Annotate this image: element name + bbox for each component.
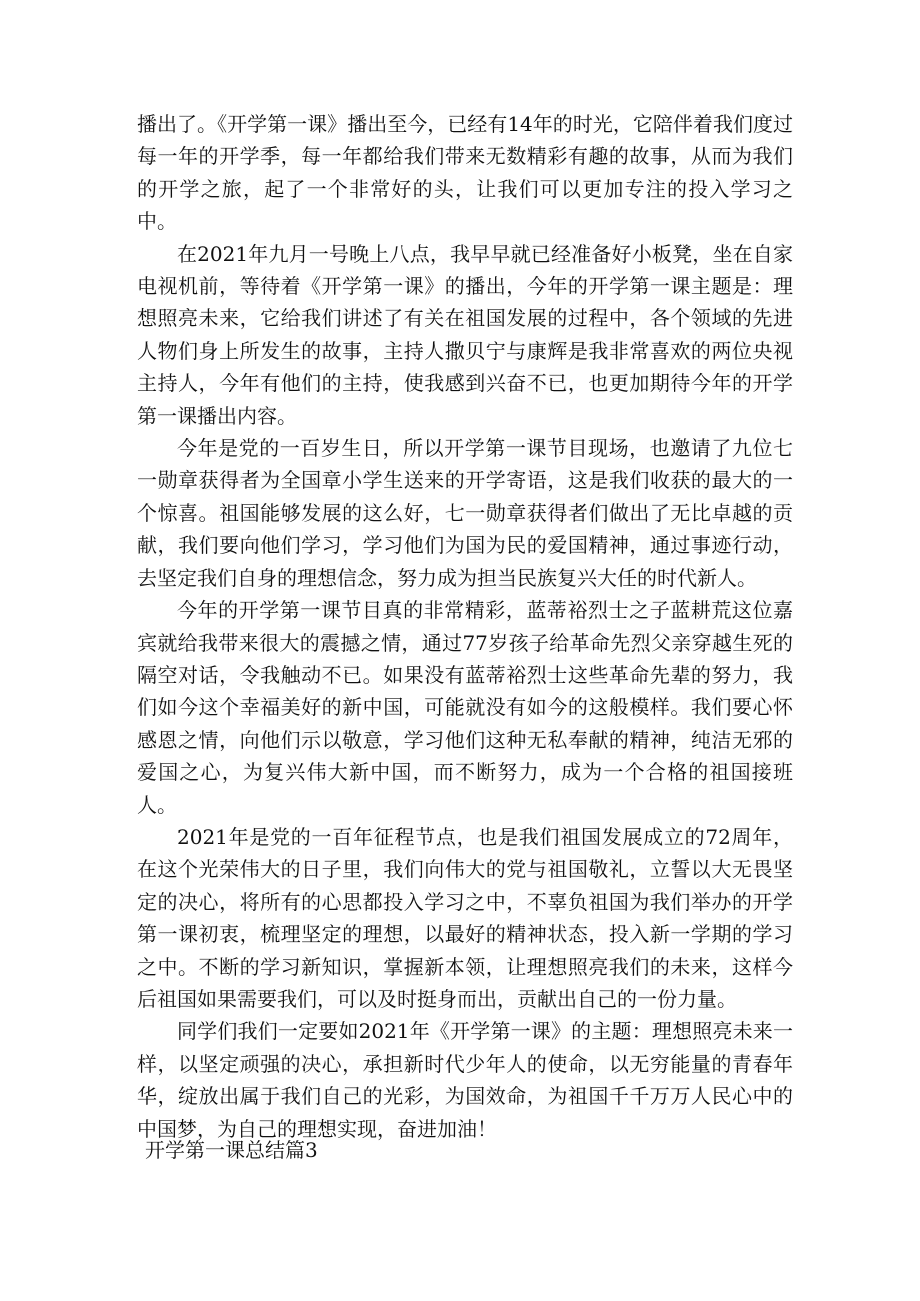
document-body [137, 108, 793, 1145]
paragraph: 在2021年九月一号晚上八点，我早早就已经准备好小板凳，坐在自家电视机前，等待着《开学第一课》的播出，今年的开学第一课主题是：理想照亮未来，它给我们讲述了有关在祖国发展的过程中，各个领域的先进人物们身上所发生的故事，主持人撒贝宁与康辉是我非常喜欢的两位央视主持人，今年有他们的主持，使我感到兴奋不已，也更加期待今年的开学第一课播出内容。 [137, 241, 793, 428]
paragraph: 同学们我们一定要如2021年《开学第一课》的主题：理想照亮未来一样，以坚定顽强的决心，承担新时代少年人的使命，以无穷能量的青春年华，绽放出属于我们自己的光彩，为国效命，为祖国千千万万人民心中的中国梦，为自己的理想实现，奋进加油！ [137, 1019, 793, 1141]
paragraph: 2021年是党的一百年征程节点，也是我们祖国发展成立的72周年，在这个光荣伟大的日子里，我们向伟大的党与祖国敬礼，立誓以大无畏坚定的决心，将所有的心思都投入学习之中，不辜负祖国为我们举办的开学第一课初衷，梳理坚定的理想，以最好的精神状态，投入新一学期的学习之中。不断的学习新知识，掌握新本领，让理想照亮我们的未来，这样今后祖国如果需要我们，可以及时挺身而出，贡献出自己的一份力量。 [137, 824, 793, 1011]
section-heading: 开学第一课总结篇3 [145, 1138, 318, 1162]
paragraph: 今年是党的一百岁生日，所以开学第一课节目现场，也邀请了九位七一勋章获得者为全国章小学生送来的开学寄语，这是我们收获的最大的一个惊喜。祖国能够发展的这么好，七一勋章获得者们做出了无比卓越的贡献，我们要向他们学习，学习他们为国为民的爱国精神，通过事迹行动，去坚定我们自身的理想信念，努力成为担当民族复兴大任的时代新人。 [137, 436, 793, 590]
paragraph-continuation: 播出了。《开学第一课》播出至今，已经有14年的时光，它陪伴着我们度过每一年的开学季，每一年都给我们带来无数精彩有趣的故事，从而为我们的开学之旅，起了一个非常好的头，让我们可以更加专注的投入学习之中。 [137, 112, 793, 234]
paragraph: 今年的开学第一课节目真的非常精彩，蓝蒂裕烈士之子蓝耕荒这位嘉宾就给我带来很大的震撼之情，通过77岁孩子给革命先烈父亲穿越生死的隔空对话，令我触动不已。如果没有蓝蒂裕烈士这些革命先辈的努力，我们如今这个幸福美好的新中国，可能就没有如今的这般模样。我们要心怀感恩之情，向他们示以敬意，学习他们这种无私奉献的精神，纯洁无邪的爱国之心，为复兴伟大新中国，而不断努力，成为一个合格的祖国接班人。 [137, 598, 793, 817]
